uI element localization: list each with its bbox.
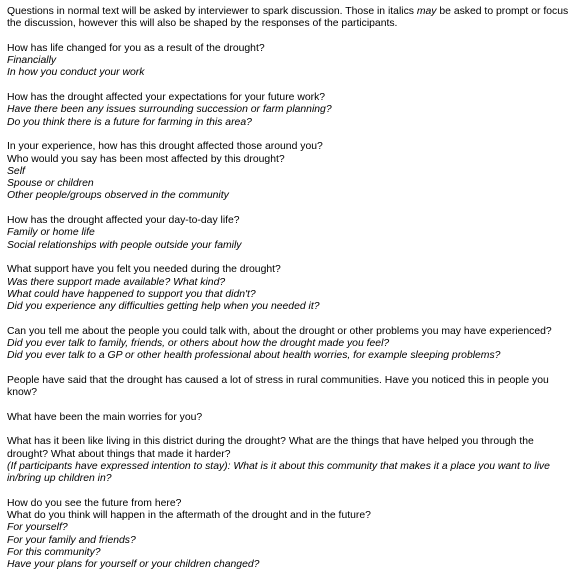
section-spacer	[7, 363, 577, 375]
section-spacer	[7, 31, 577, 43]
question-sections	[7, 31, 577, 572]
question-section	[7, 92, 577, 129]
question-section	[7, 412, 577, 424]
intro-paragraph	[7, 6, 577, 31]
question-text: How has the drought affected your expectations for your future work?	[7, 92, 326, 104]
prompt-text: Financially	[7, 55, 57, 67]
prompt-text: For this community?	[7, 547, 101, 559]
question-section	[7, 375, 577, 400]
question-text: How has the drought affected your day-to-day life?	[7, 215, 240, 227]
section-spacer	[7, 400, 577, 412]
prompt-text: Family or home life	[7, 227, 95, 239]
question-text: How has life changed for you as a result of the drought?	[7, 42, 265, 54]
prompt-text: For yourself?	[7, 522, 68, 534]
intro-emphasis: may	[416, 6, 437, 17]
prompt-text: In how you conduct your work	[7, 67, 145, 79]
question-text: What have been the main worries for you?	[7, 411, 203, 423]
prompt-text: (If participants have expressed intention to stay): What is it about this community that makes it a place you want to live	[7, 460, 550, 472]
prompt-text: Self	[7, 165, 25, 177]
question-text: What do you think will happen in the aftermath of the drought and in the future?	[7, 510, 371, 522]
question-section	[7, 141, 577, 202]
question-text: drought? What about things that made it harder?	[7, 448, 231, 460]
question-text: What has it been like living in this district during the drought? What are the things that have helped you through the	[7, 436, 534, 448]
question-text: In your experience, how has this drought affected those around you?	[7, 141, 323, 153]
prompt-text: Other people/groups observed in the community	[7, 190, 229, 202]
section-spacer	[7, 252, 577, 264]
section-spacer	[7, 486, 577, 498]
intro-text-part1: Questions in normal text will be asked by interviewer to spark discussion. Those in italics	[7, 6, 417, 17]
question-text: Who would you say has been most affected by this drought?	[7, 153, 285, 165]
question-text: Can you tell me about the people you could talk with, about the drought or other problems you may have experienced?	[7, 325, 552, 337]
section-spacer	[7, 129, 577, 141]
prompt-text: What could have happened to support you that didn't?	[7, 288, 256, 300]
section-spacer	[7, 203, 577, 215]
prompt-text: For your family and friends?	[7, 534, 136, 546]
question-section	[7, 215, 577, 252]
intro-text-part2: be asked to prompt or focus the discussion, however this will also be shaped by the responses of the participants.	[7, 6, 572, 30]
prompt-text: in/bring up children in?	[7, 473, 112, 485]
section-spacer	[7, 80, 577, 92]
prompt-text: Have there been any issues surrounding succession or farm planning?	[7, 104, 332, 116]
prompt-text: Did you experience any difficulties getting help when you needed it?	[7, 301, 320, 313]
question-text: know?	[7, 387, 38, 399]
prompt-text: Social relationships with people outside your family	[7, 239, 242, 251]
question-section	[7, 326, 577, 363]
question-section	[7, 498, 577, 572]
prompt-text: Have your plans for yourself or your children changed?	[7, 559, 260, 571]
question-section	[7, 43, 577, 80]
question-text: How do you see the future from here?	[7, 497, 182, 509]
prompt-text: Was there support made available? What kind?	[7, 276, 226, 288]
question-section	[7, 264, 577, 313]
question-section	[7, 436, 577, 485]
question-text: What support have you felt you needed during the drought?	[7, 264, 281, 276]
prompt-text: Do you think there is a future for farming in this area?	[7, 116, 252, 128]
prompt-text: Spouse or children	[7, 178, 94, 190]
interview-guide	[7, 6, 577, 572]
prompt-text: Did you ever talk to family, friends, or others about how the drought made you feel?	[7, 338, 390, 350]
prompt-text: Did you ever talk to a GP or other health professional about health worries, for example sleeping problems?	[7, 350, 501, 362]
section-spacer	[7, 313, 577, 325]
question-text: People have said that the drought has caused a lot of stress in rural communities. Have you noticed this in people you	[7, 374, 549, 386]
section-spacer	[7, 424, 577, 436]
